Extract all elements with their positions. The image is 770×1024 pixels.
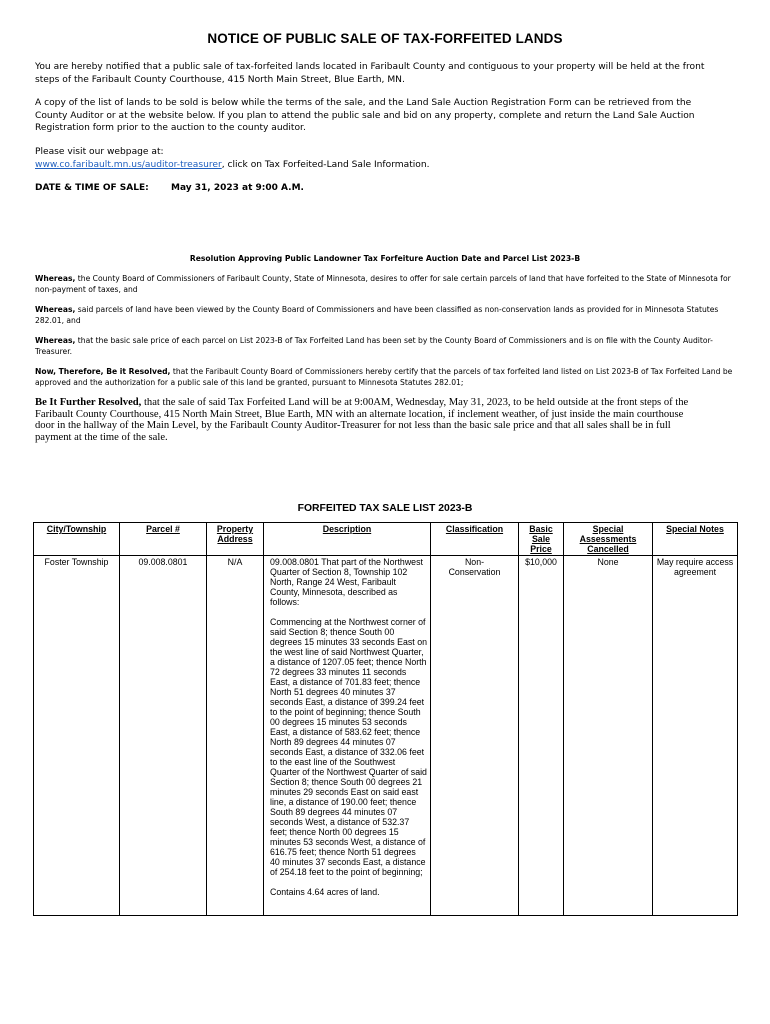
header-classification: Classification (431, 523, 519, 556)
sale-datetime (35, 183, 304, 193)
whereas-text: said parcels of land have been viewed by the County Board of Commissioners and have been classified as non-conservation lands as provided for in Minnesota Statutes 282.01, and (35, 305, 719, 326)
whereas-lead: Whereas, (35, 274, 76, 283)
sale-datetime-value: May 31, 2023 at 9:00 A.M. (171, 183, 304, 193)
whereas-paragraph-3 (35, 335, 733, 357)
cell-classification: Non- Conservation (431, 556, 519, 916)
now-therefore-text: that the Faribault County Board of Commissioners hereby certify that the parcels of tax forfeited land listed on List 2023-B of Tax Forfeited Land be approved and the authorization for a public sale of this land be granted, pursuant to Minnesota Statutes 282.01; (35, 367, 733, 388)
whereas-paragraph-1 (35, 273, 733, 295)
now-therefore-lead: Now, Therefore, Be it Resolved, (35, 367, 171, 376)
now-therefore-paragraph (35, 366, 733, 388)
cell-description: 09.008.0801 That part of the Northwest Quarter of Section 8, Township 102 North, Range 24 West, Faribault County, Minnesota, described as follows: Commencing at the Northwest corner of said Section 8; thence South 00 degrees 15 minutes 33 seconds East on the west line of said Northwest Quarter, a distance of 1207.05 feet; thence North 72 degrees 33 minutes 11 seconds East, a distance of 701.83 feet; thence North 51 degrees 40 minutes 37 seconds East, a distance of 399.24 feet to the point of beginning; thence South 00 degrees 15 minutes 53 seconds East, a distance of 583.62 feet; thence North 89 degrees 44 minutes 07 seconds East, a distance of 332.06 feet to the east line of the Southwest Quarter of the Northwest Quarter of said Section 8; thence South 00 degrees 21 minutes 29 seconds East on said east line, a distance of 190.00 feet; thence South 89 degrees 44 minutes 07 seconds West, a distance of 532.37 feet; thence North 00 degrees 15 minutes 53 seconds West, a distance of 616.75 feet; thence North 51 degrees 40 minutes 37 seconds East, a distance of 254.18 feet to the point of beginning; Contains 4.64 acres of land. (264, 556, 431, 916)
sale-list-title: FORFEITED TAX SALE LIST 2023-B (297, 503, 473, 514)
page-title: NOTICE OF PUBLIC SALE OF TAX-FORFEITED LANDS (207, 31, 563, 46)
whereas-paragraph-2 (35, 304, 733, 326)
cell-city-township: Foster Township (34, 556, 120, 916)
whereas-text: that the basic sale price of each parcel on List 2023-B of Tax Forfeited Land has been set by the County Board of Commissioners and is on file with the County Auditor-Treasurer. (35, 336, 713, 357)
cell-basic-sale-price: $10,000 (519, 556, 564, 916)
table-row (34, 556, 738, 916)
whereas-text: the County Board of Commissioners of Faribault County, State of Minnesota, desires to offer for sale certain parcels of land that have forfeited to the State of Minnesota for non-payment of taxes, and (35, 274, 731, 295)
sale-list-table (33, 522, 738, 916)
header-parcel: Parcel # (120, 523, 207, 556)
webpage-paragraph (35, 146, 705, 171)
visit-webpage-text: Please visit our webpage at: (35, 147, 164, 157)
header-description: Description (264, 523, 431, 556)
further-resolved-paragraph (35, 397, 700, 443)
whereas-lead: Whereas, (35, 336, 76, 345)
after-link-text: , click on Tax Forfeited-Land Sale Information. (221, 159, 430, 170)
intro-paragraph-location: You are hereby notified that a public sale of tax-forfeited lands located in Faribault County and contiguous to your property will be held at the front steps of the Faribault County Courthouse, 415 North Main Street, Blue Earth, MN. (35, 62, 705, 85)
whereas-lead: Whereas, (35, 305, 76, 314)
further-resolved-text: that the sale of said Tax Forfeited Land will be at 9:00AM, Wednesday, May 31, 2023, to be held outside at the front steps of the Faribault County Courthouse, 415 North Main Street, Blue Earth, MN with an alternate location, if inclement weather, of just inside the main courthouse door in the hallway of the Main Level, by the Faribault County Auditor-Treasurer for not less than the basic sale price and that all sales shall be in full payment at the time of the sale. (35, 397, 689, 443)
header-city-township: City/Township (34, 523, 120, 556)
auditor-website-link[interactable]: www.co.faribault.mn.us/auditor-treasurer (35, 159, 222, 170)
header-property-address: Property Address (207, 523, 264, 556)
header-basic-sale-price: Basic Sale Price (519, 523, 564, 556)
cell-special-notes: May require access agreement (653, 556, 738, 916)
intro-paragraph-terms: A copy of the list of lands to be sold is below while the terms of the sale, and the Land Sale Auction Registration Form can be retrieved from the County Auditor or at the website below. If you plan to attend the public sale and bid on any property, complete and return the Land Sale Auction Registration form prior to the auction to the county auditor. (35, 98, 695, 134)
sale-datetime-label: DATE & TIME OF SALE: (35, 183, 149, 193)
header-special-assessments: Special Assessments Cancelled (564, 523, 653, 556)
header-special-notes: Special Notes (653, 523, 738, 556)
cell-special-assessments: None (564, 556, 653, 916)
cell-property-address: N/A (207, 556, 264, 916)
further-resolved-lead: Be It Further Resolved, (35, 397, 142, 408)
table-header-row (34, 523, 738, 556)
cell-parcel: 09.008.0801 (120, 556, 207, 916)
resolution-title: Resolution Approving Public Landowner Tax Forfeiture Auction Date and Parcel List 2023-B (189, 254, 581, 263)
